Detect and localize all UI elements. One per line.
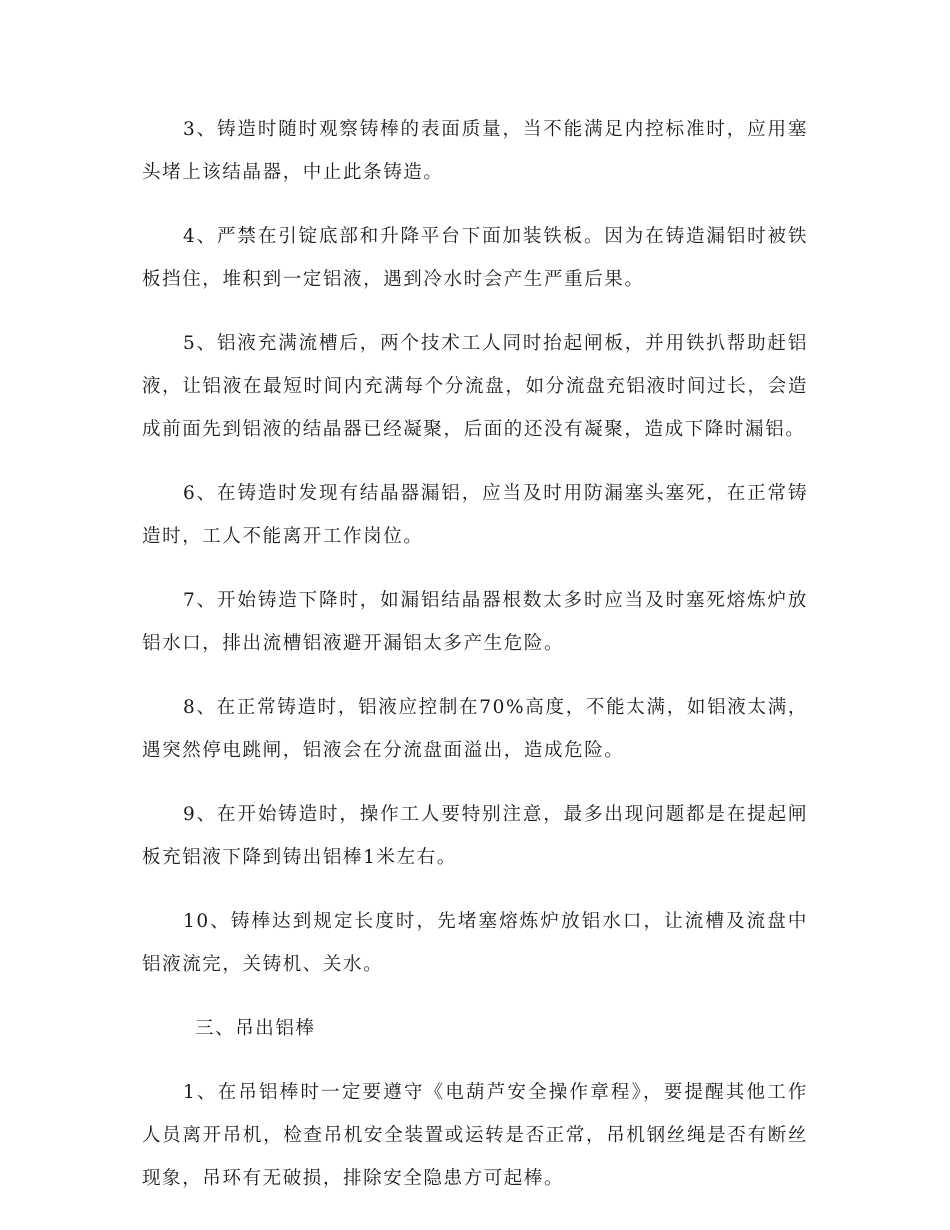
paragraph-item-5: 5、铝液充满流槽后，两个技术工人同时抬起闸板，并用铁扒帮助赶铝液，让铝液在最短时间内充满每个分流盘，如分流盘充铝液时间过长，会造成前面先到铝液的结晶器已经凝聚，后面的还没有凝聚，造成下降时漏铝。 (142, 333, 808, 440)
paragraph-item-10: 10、铸棒达到规定长度时，先堵塞熔炼炉放铝水口，让流槽及流盘中铝液流完，关铸机、关水。 (142, 911, 808, 975)
paragraph-item-8: 8、在正常铸造时，铝液应控制在70%高度，不能太满，如铝液太满，遇突然停电跳闸，铝液会在分流盘面溢出，造成危险。 (142, 697, 808, 761)
paragraph-item-6: 6、在铸造时发现有结晶器漏铝，应当及时用防漏塞头塞死，在正常铸造时，工人不能离开工作岗位。 (142, 483, 808, 547)
paragraph-item-7: 7、开始铸造下降时，如漏铝结晶器根数太多时应当及时塞死熔炼炉放铝水口，排出流槽铝液避开漏铝太多产生危险。 (142, 590, 808, 654)
section-heading: 三、吊出铝棒 (195, 1018, 316, 1039)
paragraph-item-9: 9、在开始铸造时，操作工人要特别注意，最多出现问题都是在提起闸板充铝液下降到铸出铝棒1米左右。 (142, 804, 808, 868)
paragraph-item-4: 4、严禁在引锭底部和升降平台下面加装铁板。因为在铸造漏铝时被铁板挡住，堆积到一定铝液，遇到冷水时会产生严重后果。 (142, 226, 808, 290)
section-paragraph-item-1: 1、在吊铝棒时一定要遵守《电葫芦安全操作章程》，要提醒其他工作人员离开吊机，检查吊机安全装置或运转是否正常，吊机钢丝绳是否有断丝现象，吊环有无破损，排除安全隐患方可起棒。 (142, 1082, 808, 1189)
document-body (142, 108, 808, 1221)
paragraph-item-3: 3、铸造时随时观察铸棒的表面质量，当不能满足内控标准时，应用塞头堵上该结晶器，中止此条铸造。 (142, 119, 808, 183)
